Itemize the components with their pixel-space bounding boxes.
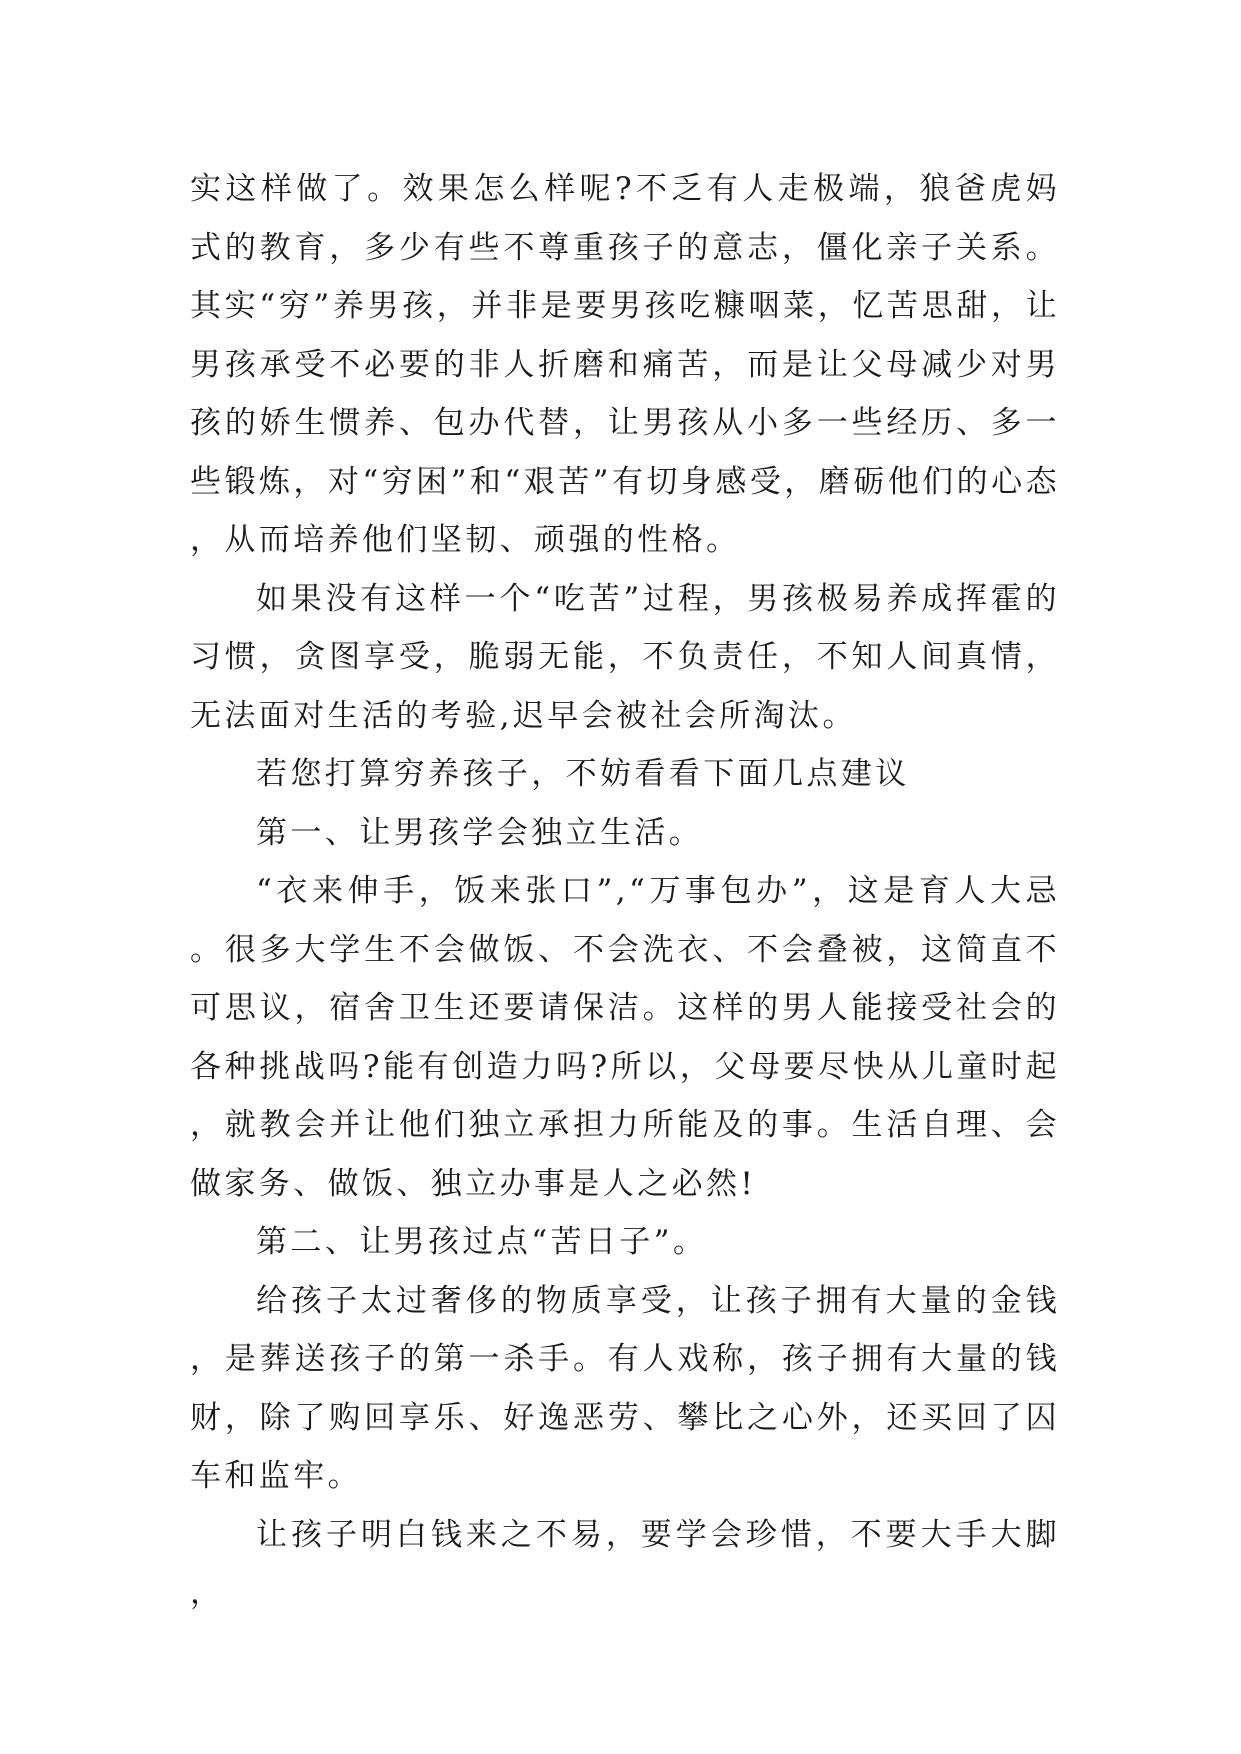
body-text [190,160,1060,1623]
heading-point-one: 第一、让男孩学会独立生活。 [256,814,704,851]
paragraph-value-money: 让孩子明白钱来之不易，要学会珍惜，不要大手大脚， [190,1516,1060,1611]
paragraph-independent-living: “衣来伸手，饭来张口”,“万事包办”，这是育人大忌。很多大学生不会做饭、不会洗衣、不会叠被，这简直不可思议，宿舍卫生还要请保洁。这样的男人能接受社会的各种挑战吗?能有创造力吗?所以，父母要尽快从儿童时起，就教会并让他们独立承担力所能及的事。生活自理、会做家务、做饭、独立办事是人之必然! [190,873,1060,1202]
heading-point-two: 第二、让男孩过点“苦日子”。 [256,1224,708,1260]
paragraph-suggestions-intro: 若您打算穷养孩子，不妨看看下面几点建议 [256,756,910,792]
paragraph-material-comfort: 给孩子太过奢侈的物质享受，让孩子拥有大量的金钱，是葬送孩子的第一杀手。有人戏称，孩子拥有大量的钱财，除了购回享乐、好逸恶劳、攀比之心外，还买回了囚车和监牢。 [190,1282,1060,1494]
paragraph-continuation: 实这样做了。效果怎么样呢?不乏有人走极端，狼爸虎妈式的教育，多少有些不尊重孩子的意志，僵化亲子关系。其实“穷”养男孩，并非是要男孩吃糠咽菜，忆苦思甜，让男孩承受不必要的非人折磨和痛苦，而是让父母减少对男孩的娇生惯养、包办代替，让男孩从小多一些经历、多一些锻炼，对“穷困”和“艰苦”有切身感受，磨砺他们的心态，从而培养他们坚韧、顽强的性格。 [190,171,1060,558]
paragraph-hardship-process: 如果没有这样一个“吃苦”过程，男孩极易养成挥霍的习惯，贪图享受，脆弱无能，不负责任，不知人间真情，无法面对生活的考验,迟早会被社会所淘汰。 [190,580,1060,734]
